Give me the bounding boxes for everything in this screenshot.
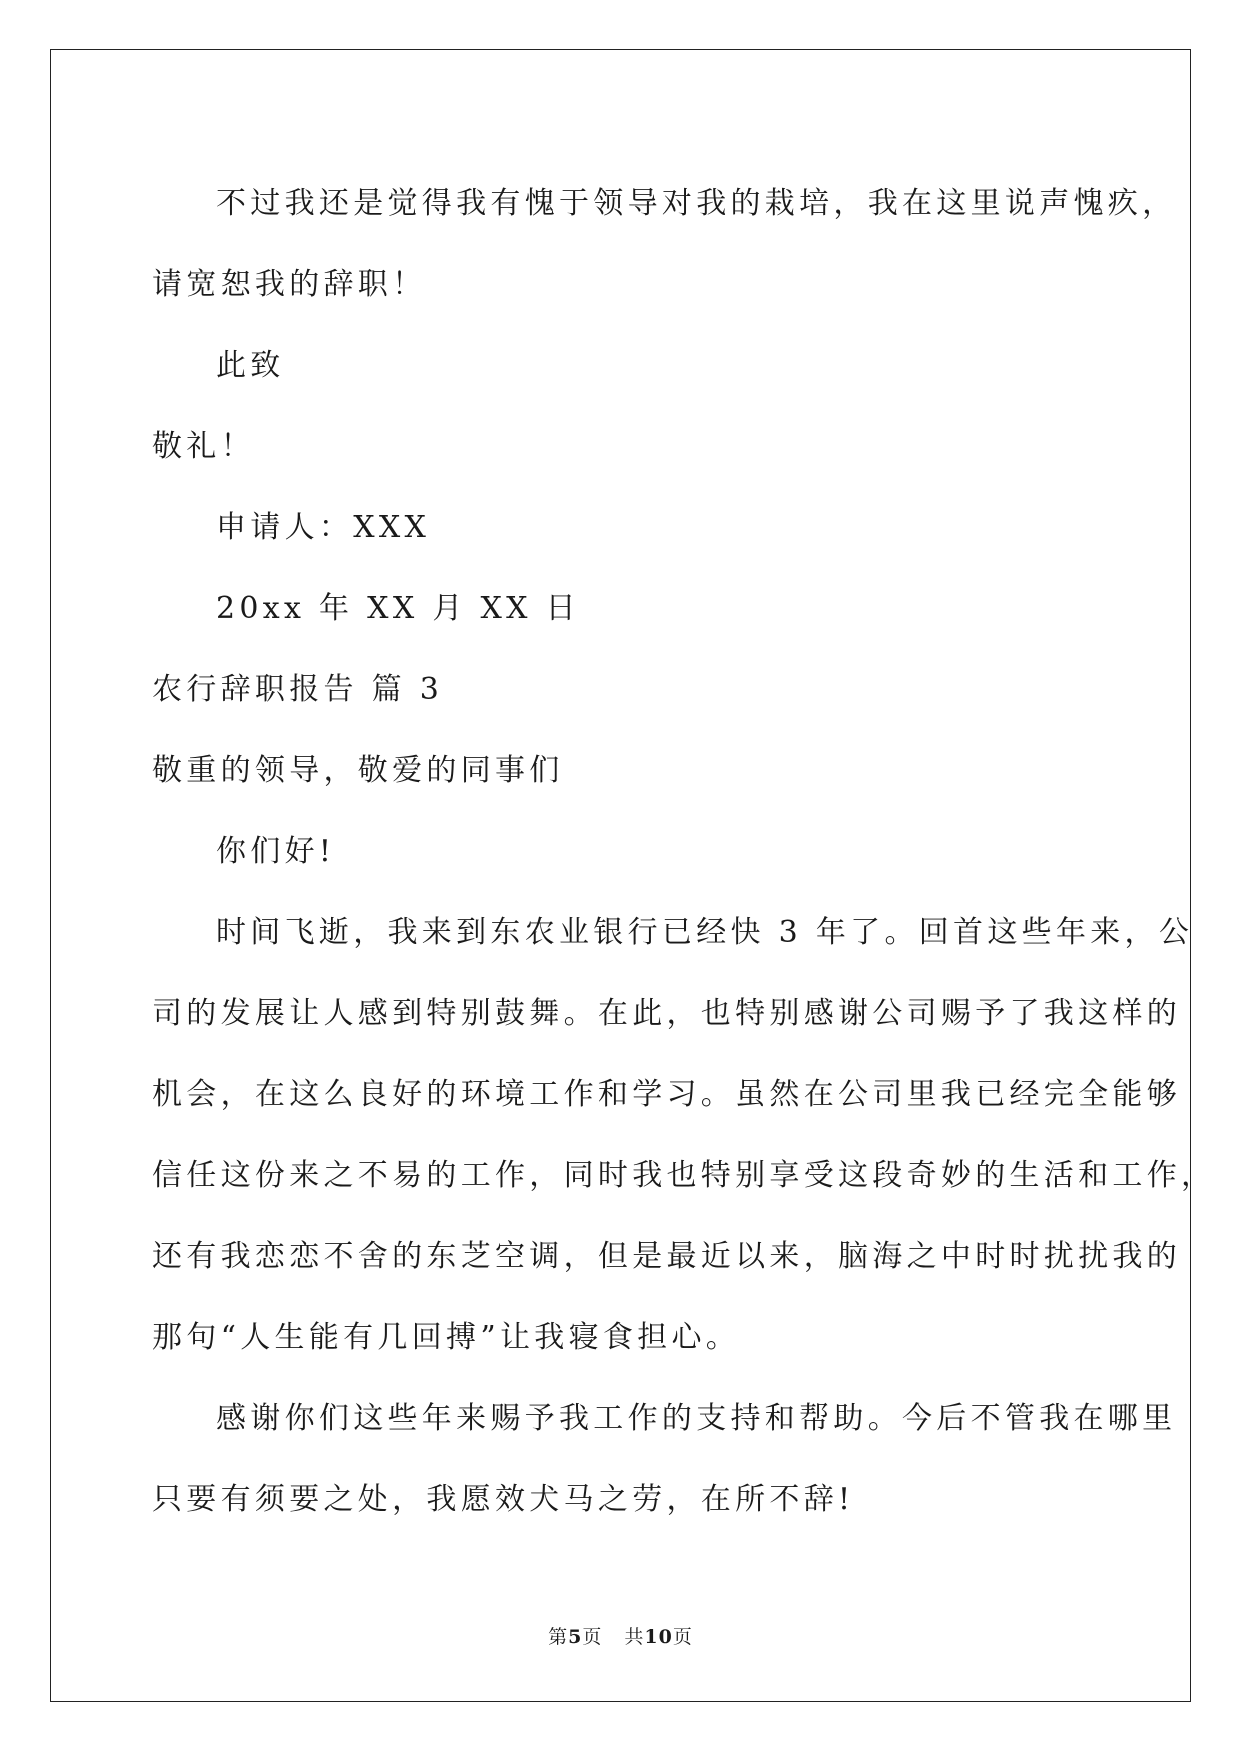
applicant-line: 申请人：XXX bbox=[216, 510, 431, 545]
closing-regards: 敬礼！ bbox=[152, 429, 255, 464]
date-line: 20xx 年 XX 月 XX 日 bbox=[216, 591, 580, 626]
section-heading: 农行辞职报告 篇 3 bbox=[152, 672, 444, 707]
page-footer bbox=[0, 1622, 1241, 1649]
page-total: 10 bbox=[644, 1626, 673, 1648]
paragraph-line: 不过我还是觉得我有愧于领导对我的栽培，我在这里说声愧疚， bbox=[216, 186, 1177, 221]
page-suffix: 页 bbox=[582, 1626, 603, 1648]
document-body bbox=[152, 163, 1216, 1540]
paragraph-line: 只要有须要之处，我愿效犬马之劳，在所不辞! bbox=[152, 1482, 855, 1517]
total-prefix: 共 bbox=[624, 1626, 645, 1648]
greeting-line: 敬重的领导，敬爱的同事们 bbox=[152, 753, 564, 788]
paragraph-line: 还有我恋恋不舍的东芝空调，但是最近以来，脑海之中时时扰扰我的 bbox=[152, 1239, 1181, 1274]
paragraph-line: 时间飞逝，我来到东农业银行已经快 3 年了。回首这些年来，公 bbox=[216, 915, 1194, 950]
greeting-hello: 你们好! bbox=[216, 834, 336, 869]
total-suffix: 页 bbox=[672, 1626, 693, 1648]
page-current: 5 bbox=[568, 1626, 583, 1648]
page-prefix: 第 bbox=[548, 1626, 569, 1648]
paragraph-line: 信任这份来之不易的工作，同时我也特别享受这段奇妙的生活和工作， bbox=[152, 1158, 1216, 1193]
paragraph-line: 机会，在这么良好的环境工作和学习。虽然在公司里我已经完全能够 bbox=[152, 1077, 1181, 1112]
paragraph-line: 那句“人生能有几回搏”让我寝食担心。 bbox=[152, 1320, 741, 1355]
paragraph-line: 感谢你们这些年来赐予我工作的支持和帮助。今后不管我在哪里 bbox=[216, 1401, 1177, 1436]
paragraph-line: 请宽恕我的辞职！ bbox=[152, 267, 427, 302]
paragraph-line: 司的发展让人感到特别鼓舞。在此，也特别感谢公司赐予了我这样的 bbox=[152, 996, 1181, 1031]
closing-salutation: 此致 bbox=[216, 348, 285, 383]
